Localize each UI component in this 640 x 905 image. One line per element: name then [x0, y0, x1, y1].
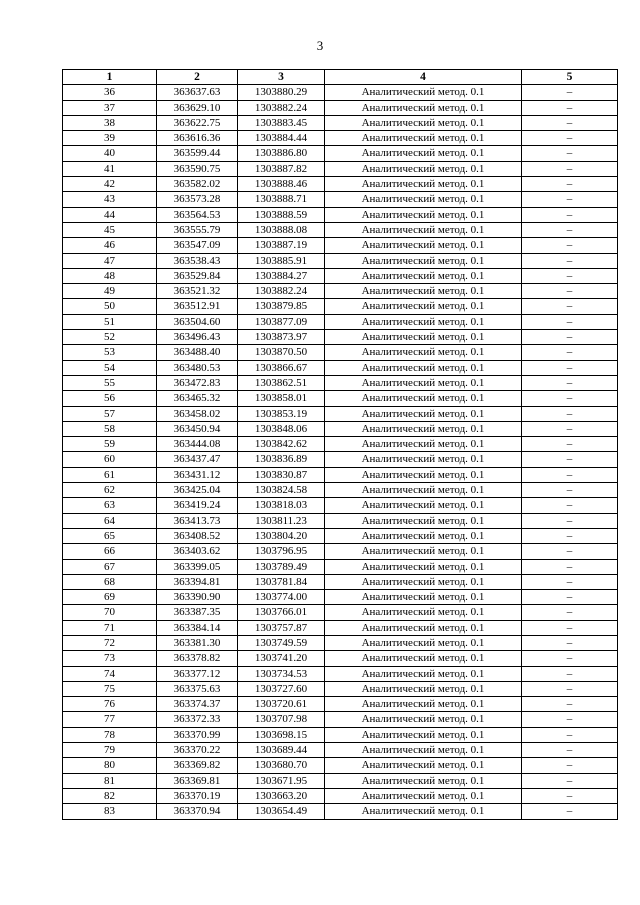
y-coordinate-cell: 1303886.80 [238, 146, 325, 161]
point-number-cell: 53 [63, 345, 157, 360]
table-row [63, 804, 618, 819]
table-row [63, 345, 618, 360]
method-cell: Аналитический метод. 0.1 [325, 467, 522, 482]
y-coordinate-cell: 1303853.19 [238, 406, 325, 421]
point-number-cell: 64 [63, 513, 157, 528]
x-coordinate-cell: 363496.43 [157, 330, 238, 345]
description-cell: – [522, 437, 618, 452]
table-row [63, 375, 618, 390]
x-coordinate-cell: 363637.63 [157, 85, 238, 100]
x-coordinate-cell: 363504.60 [157, 314, 238, 329]
y-coordinate-cell: 1303749.59 [238, 635, 325, 650]
description-cell: – [522, 544, 618, 559]
point-number-cell: 78 [63, 727, 157, 742]
x-coordinate-cell: 363374.37 [157, 697, 238, 712]
y-coordinate-cell: 1303870.50 [238, 345, 325, 360]
point-number-cell: 46 [63, 238, 157, 253]
y-coordinate-cell: 1303884.44 [238, 131, 325, 146]
description-cell: – [522, 421, 618, 436]
y-coordinate-cell: 1303882.24 [238, 284, 325, 299]
y-coordinate-cell: 1303862.51 [238, 375, 325, 390]
x-coordinate-cell: 363399.05 [157, 559, 238, 574]
table-row [63, 788, 618, 803]
method-cell: Аналитический метод. 0.1 [325, 559, 522, 574]
method-cell: Аналитический метод. 0.1 [325, 574, 522, 589]
point-number-cell: 80 [63, 758, 157, 773]
description-cell: – [522, 299, 618, 314]
table-row [63, 773, 618, 788]
y-coordinate-cell: 1303796.95 [238, 544, 325, 559]
y-coordinate-cell: 1303842.62 [238, 437, 325, 452]
point-number-cell: 38 [63, 115, 157, 130]
table-row [63, 421, 618, 436]
method-cell: Аналитический метод. 0.1 [325, 666, 522, 681]
table-row [63, 268, 618, 283]
y-coordinate-cell: 1303888.71 [238, 192, 325, 207]
x-coordinate-cell: 363377.12 [157, 666, 238, 681]
table-row [63, 513, 618, 528]
point-number-cell: 63 [63, 498, 157, 513]
method-cell: Аналитический метод. 0.1 [325, 620, 522, 635]
y-coordinate-cell: 1303880.29 [238, 85, 325, 100]
description-cell: – [522, 467, 618, 482]
y-coordinate-cell: 1303781.84 [238, 574, 325, 589]
column-header-y-coordinate: 3 [238, 70, 325, 85]
method-cell: Аналитический метод. 0.1 [325, 146, 522, 161]
table-row [63, 743, 618, 758]
description-cell: – [522, 773, 618, 788]
method-cell: Аналитический метод. 0.1 [325, 406, 522, 421]
point-number-cell: 42 [63, 177, 157, 192]
table-row [63, 620, 618, 635]
table-row [63, 131, 618, 146]
x-coordinate-cell: 363538.43 [157, 253, 238, 268]
point-number-cell: 61 [63, 467, 157, 482]
description-cell: – [522, 651, 618, 666]
y-coordinate-cell: 1303882.24 [238, 100, 325, 115]
point-number-cell: 44 [63, 207, 157, 222]
description-cell: – [522, 100, 618, 115]
table-row [63, 177, 618, 192]
description-cell: – [522, 192, 618, 207]
table-row [63, 681, 618, 696]
method-cell: Аналитический метод. 0.1 [325, 345, 522, 360]
x-coordinate-cell: 363573.28 [157, 192, 238, 207]
point-number-cell: 74 [63, 666, 157, 681]
description-cell: – [522, 314, 618, 329]
point-number-cell: 79 [63, 743, 157, 758]
method-cell: Аналитический метод. 0.1 [325, 299, 522, 314]
point-number-cell: 71 [63, 620, 157, 635]
x-coordinate-cell: 363480.53 [157, 360, 238, 375]
y-coordinate-cell: 1303836.89 [238, 452, 325, 467]
point-number-cell: 59 [63, 437, 157, 452]
table-row [63, 100, 618, 115]
method-cell: Аналитический метод. 0.1 [325, 681, 522, 696]
method-cell: Аналитический метод. 0.1 [325, 100, 522, 115]
x-coordinate-cell: 363488.40 [157, 345, 238, 360]
x-coordinate-cell: 363437.47 [157, 452, 238, 467]
description-cell: – [522, 268, 618, 283]
y-coordinate-cell: 1303818.03 [238, 498, 325, 513]
y-coordinate-cell: 1303888.59 [238, 207, 325, 222]
table-row [63, 605, 618, 620]
table-row [63, 207, 618, 222]
x-coordinate-cell: 363387.35 [157, 605, 238, 620]
method-cell: Аналитический метод. 0.1 [325, 192, 522, 207]
x-coordinate-cell: 363629.10 [157, 100, 238, 115]
description-cell: – [522, 238, 618, 253]
x-coordinate-cell: 363622.75 [157, 115, 238, 130]
description-cell: – [522, 712, 618, 727]
description-cell: – [522, 360, 618, 375]
y-coordinate-cell: 1303858.01 [238, 391, 325, 406]
method-cell: Аналитический метод. 0.1 [325, 697, 522, 712]
point-number-cell: 49 [63, 284, 157, 299]
method-cell: Аналитический метод. 0.1 [325, 773, 522, 788]
description-cell: – [522, 727, 618, 742]
y-coordinate-cell: 1303671.95 [238, 773, 325, 788]
y-coordinate-cell: 1303887.82 [238, 161, 325, 176]
point-number-cell: 41 [63, 161, 157, 176]
point-number-cell: 82 [63, 788, 157, 803]
description-cell: – [522, 635, 618, 650]
description-cell: – [522, 345, 618, 360]
method-cell: Аналитический метод. 0.1 [325, 391, 522, 406]
table-row [63, 146, 618, 161]
table-row [63, 483, 618, 498]
point-number-cell: 76 [63, 697, 157, 712]
method-cell: Аналитический метод. 0.1 [325, 483, 522, 498]
y-coordinate-cell: 1303804.20 [238, 528, 325, 543]
description-cell: – [522, 222, 618, 237]
description-cell: – [522, 513, 618, 528]
method-cell: Аналитический метод. 0.1 [325, 314, 522, 329]
point-number-cell: 58 [63, 421, 157, 436]
method-cell: Аналитический метод. 0.1 [325, 284, 522, 299]
x-coordinate-cell: 363616.36 [157, 131, 238, 146]
method-cell: Аналитический метод. 0.1 [325, 727, 522, 742]
x-coordinate-cell: 363431.12 [157, 467, 238, 482]
description-cell: – [522, 697, 618, 712]
x-coordinate-cell: 363512.91 [157, 299, 238, 314]
description-cell: – [522, 85, 618, 100]
column-header-method: 4 [325, 70, 522, 85]
table-row [63, 452, 618, 467]
method-cell: Аналитический метод. 0.1 [325, 513, 522, 528]
method-cell: Аналитический метод. 0.1 [325, 85, 522, 100]
description-cell: – [522, 452, 618, 467]
description-cell: – [522, 574, 618, 589]
y-coordinate-cell: 1303727.60 [238, 681, 325, 696]
point-number-cell: 75 [63, 681, 157, 696]
x-coordinate-cell: 363369.81 [157, 773, 238, 788]
table-row [63, 437, 618, 452]
description-cell: – [522, 406, 618, 421]
x-coordinate-cell: 363465.32 [157, 391, 238, 406]
table-row [63, 590, 618, 605]
y-coordinate-cell: 1303734.53 [238, 666, 325, 681]
point-number-cell: 83 [63, 804, 157, 819]
x-coordinate-cell: 363370.94 [157, 804, 238, 819]
table-row [63, 544, 618, 559]
description-cell: – [522, 146, 618, 161]
method-cell: Аналитический метод. 0.1 [325, 804, 522, 819]
table-header-row [63, 70, 618, 85]
method-cell: Аналитический метод. 0.1 [325, 375, 522, 390]
y-coordinate-cell: 1303789.49 [238, 559, 325, 574]
point-number-cell: 66 [63, 544, 157, 559]
table-row [63, 406, 618, 421]
method-cell: Аналитический метод. 0.1 [325, 788, 522, 803]
description-cell: – [522, 590, 618, 605]
point-number-cell: 40 [63, 146, 157, 161]
y-coordinate-cell: 1303757.87 [238, 620, 325, 635]
method-cell: Аналитический метод. 0.1 [325, 421, 522, 436]
y-coordinate-cell: 1303698.15 [238, 727, 325, 742]
table-row [63, 574, 618, 589]
y-coordinate-cell: 1303774.00 [238, 590, 325, 605]
y-coordinate-cell: 1303885.91 [238, 253, 325, 268]
table-row [63, 727, 618, 742]
x-coordinate-cell: 363408.52 [157, 528, 238, 543]
method-cell: Аналитический метод. 0.1 [325, 590, 522, 605]
point-number-cell: 81 [63, 773, 157, 788]
y-coordinate-cell: 1303663.20 [238, 788, 325, 803]
method-cell: Аналитический метод. 0.1 [325, 743, 522, 758]
point-number-cell: 73 [63, 651, 157, 666]
table-row [63, 391, 618, 406]
point-number-cell: 51 [63, 314, 157, 329]
table-row [63, 115, 618, 130]
point-number-cell: 56 [63, 391, 157, 406]
method-cell: Аналитический метод. 0.1 [325, 115, 522, 130]
method-cell: Аналитический метод. 0.1 [325, 253, 522, 268]
point-number-cell: 77 [63, 712, 157, 727]
description-cell: – [522, 330, 618, 345]
method-cell: Аналитический метод. 0.1 [325, 452, 522, 467]
method-cell: Аналитический метод. 0.1 [325, 330, 522, 345]
x-coordinate-cell: 363370.19 [157, 788, 238, 803]
method-cell: Аналитический метод. 0.1 [325, 544, 522, 559]
table-row [63, 635, 618, 650]
description-cell: – [522, 284, 618, 299]
x-coordinate-cell: 363458.02 [157, 406, 238, 421]
y-coordinate-cell: 1303877.09 [238, 314, 325, 329]
table-row [63, 666, 618, 681]
table-row [63, 330, 618, 345]
table-row [63, 192, 618, 207]
x-coordinate-cell: 363547.09 [157, 238, 238, 253]
table-row [63, 697, 618, 712]
column-header-x-coordinate: 2 [157, 70, 238, 85]
y-coordinate-cell: 1303654.49 [238, 804, 325, 819]
method-cell: Аналитический метод. 0.1 [325, 360, 522, 375]
x-coordinate-cell: 363403.62 [157, 544, 238, 559]
x-coordinate-cell: 363370.99 [157, 727, 238, 742]
y-coordinate-cell: 1303830.87 [238, 467, 325, 482]
method-cell: Аналитический метод. 0.1 [325, 437, 522, 452]
table-row [63, 314, 618, 329]
y-coordinate-cell: 1303873.97 [238, 330, 325, 345]
method-cell: Аналитический метод. 0.1 [325, 712, 522, 727]
coordinates-table [62, 69, 618, 820]
y-coordinate-cell: 1303766.01 [238, 605, 325, 620]
table-row [63, 85, 618, 100]
method-cell: Аналитический метод. 0.1 [325, 605, 522, 620]
table-body [63, 85, 618, 819]
method-cell: Аналитический метод. 0.1 [325, 131, 522, 146]
table-row [63, 528, 618, 543]
x-coordinate-cell: 363413.73 [157, 513, 238, 528]
method-cell: Аналитический метод. 0.1 [325, 207, 522, 222]
y-coordinate-cell: 1303707.98 [238, 712, 325, 727]
description-cell: – [522, 161, 618, 176]
x-coordinate-cell: 363381.30 [157, 635, 238, 650]
description-cell: – [522, 666, 618, 681]
y-coordinate-cell: 1303720.61 [238, 697, 325, 712]
y-coordinate-cell: 1303741.20 [238, 651, 325, 666]
method-cell: Аналитический метод. 0.1 [325, 498, 522, 513]
table-row [63, 222, 618, 237]
point-number-cell: 39 [63, 131, 157, 146]
point-number-cell: 50 [63, 299, 157, 314]
description-cell: – [522, 559, 618, 574]
table-row [63, 360, 618, 375]
y-coordinate-cell: 1303866.67 [238, 360, 325, 375]
x-coordinate-cell: 363555.79 [157, 222, 238, 237]
description-cell: – [522, 498, 618, 513]
point-number-cell: 68 [63, 574, 157, 589]
x-coordinate-cell: 363375.63 [157, 681, 238, 696]
table-row [63, 467, 618, 482]
description-cell: – [522, 804, 618, 819]
x-coordinate-cell: 363369.82 [157, 758, 238, 773]
x-coordinate-cell: 363582.02 [157, 177, 238, 192]
point-number-cell: 54 [63, 360, 157, 375]
point-number-cell: 70 [63, 605, 157, 620]
y-coordinate-cell: 1303824.58 [238, 483, 325, 498]
page-number: 3 [316, 38, 324, 53]
table-row [63, 238, 618, 253]
point-number-cell: 62 [63, 483, 157, 498]
point-number-cell: 65 [63, 528, 157, 543]
method-cell: Аналитический метод. 0.1 [325, 635, 522, 650]
x-coordinate-cell: 363564.53 [157, 207, 238, 222]
x-coordinate-cell: 363370.22 [157, 743, 238, 758]
table-row [63, 299, 618, 314]
y-coordinate-cell: 1303689.44 [238, 743, 325, 758]
y-coordinate-cell: 1303883.45 [238, 115, 325, 130]
table-row [63, 284, 618, 299]
description-cell: – [522, 681, 618, 696]
description-cell: – [522, 788, 618, 803]
point-number-cell: 72 [63, 635, 157, 650]
point-number-cell: 45 [63, 222, 157, 237]
table-row [63, 161, 618, 176]
description-cell: – [522, 743, 618, 758]
x-coordinate-cell: 363599.44 [157, 146, 238, 161]
table-row [63, 651, 618, 666]
table-row [63, 498, 618, 513]
method-cell: Аналитический метод. 0.1 [325, 238, 522, 253]
description-cell: – [522, 483, 618, 498]
point-number-cell: 55 [63, 375, 157, 390]
description-cell: – [522, 253, 618, 268]
description-cell: – [522, 207, 618, 222]
description-cell: – [522, 131, 618, 146]
x-coordinate-cell: 363384.14 [157, 620, 238, 635]
method-cell: Аналитический метод. 0.1 [325, 651, 522, 666]
x-coordinate-cell: 363590.75 [157, 161, 238, 176]
y-coordinate-cell: 1303848.06 [238, 421, 325, 436]
x-coordinate-cell: 363472.83 [157, 375, 238, 390]
description-cell: – [522, 620, 618, 635]
method-cell: Аналитический метод. 0.1 [325, 758, 522, 773]
point-number-cell: 36 [63, 85, 157, 100]
description-cell: – [522, 177, 618, 192]
description-cell: – [522, 115, 618, 130]
x-coordinate-cell: 363372.33 [157, 712, 238, 727]
description-cell: – [522, 758, 618, 773]
description-cell: – [522, 375, 618, 390]
y-coordinate-cell: 1303680.70 [238, 758, 325, 773]
point-number-cell: 57 [63, 406, 157, 421]
x-coordinate-cell: 363378.82 [157, 651, 238, 666]
method-cell: Аналитический метод. 0.1 [325, 161, 522, 176]
table-row [63, 559, 618, 574]
method-cell: Аналитический метод. 0.1 [325, 177, 522, 192]
point-number-cell: 37 [63, 100, 157, 115]
point-number-cell: 48 [63, 268, 157, 283]
method-cell: Аналитический метод. 0.1 [325, 528, 522, 543]
point-number-cell: 47 [63, 253, 157, 268]
x-coordinate-cell: 363521.32 [157, 284, 238, 299]
method-cell: Аналитический метод. 0.1 [325, 268, 522, 283]
x-coordinate-cell: 363419.24 [157, 498, 238, 513]
table-row [63, 758, 618, 773]
point-number-cell: 69 [63, 590, 157, 605]
y-coordinate-cell: 1303879.85 [238, 299, 325, 314]
description-cell: – [522, 528, 618, 543]
point-number-cell: 67 [63, 559, 157, 574]
description-cell: – [522, 605, 618, 620]
x-coordinate-cell: 363444.08 [157, 437, 238, 452]
y-coordinate-cell: 1303811.23 [238, 513, 325, 528]
x-coordinate-cell: 363390.90 [157, 590, 238, 605]
x-coordinate-cell: 363425.04 [157, 483, 238, 498]
y-coordinate-cell: 1303888.46 [238, 177, 325, 192]
table-row [63, 253, 618, 268]
column-header-description: 5 [522, 70, 618, 85]
y-coordinate-cell: 1303888.08 [238, 222, 325, 237]
point-number-cell: 43 [63, 192, 157, 207]
x-coordinate-cell: 363529.84 [157, 268, 238, 283]
x-coordinate-cell: 363450.94 [157, 421, 238, 436]
method-cell: Аналитический метод. 0.1 [325, 222, 522, 237]
table-row [63, 712, 618, 727]
point-number-cell: 60 [63, 452, 157, 467]
y-coordinate-cell: 1303887.19 [238, 238, 325, 253]
description-cell: – [522, 391, 618, 406]
y-coordinate-cell: 1303884.27 [238, 268, 325, 283]
column-header-point-number: 1 [63, 70, 157, 85]
point-number-cell: 52 [63, 330, 157, 345]
x-coordinate-cell: 363394.81 [157, 574, 238, 589]
